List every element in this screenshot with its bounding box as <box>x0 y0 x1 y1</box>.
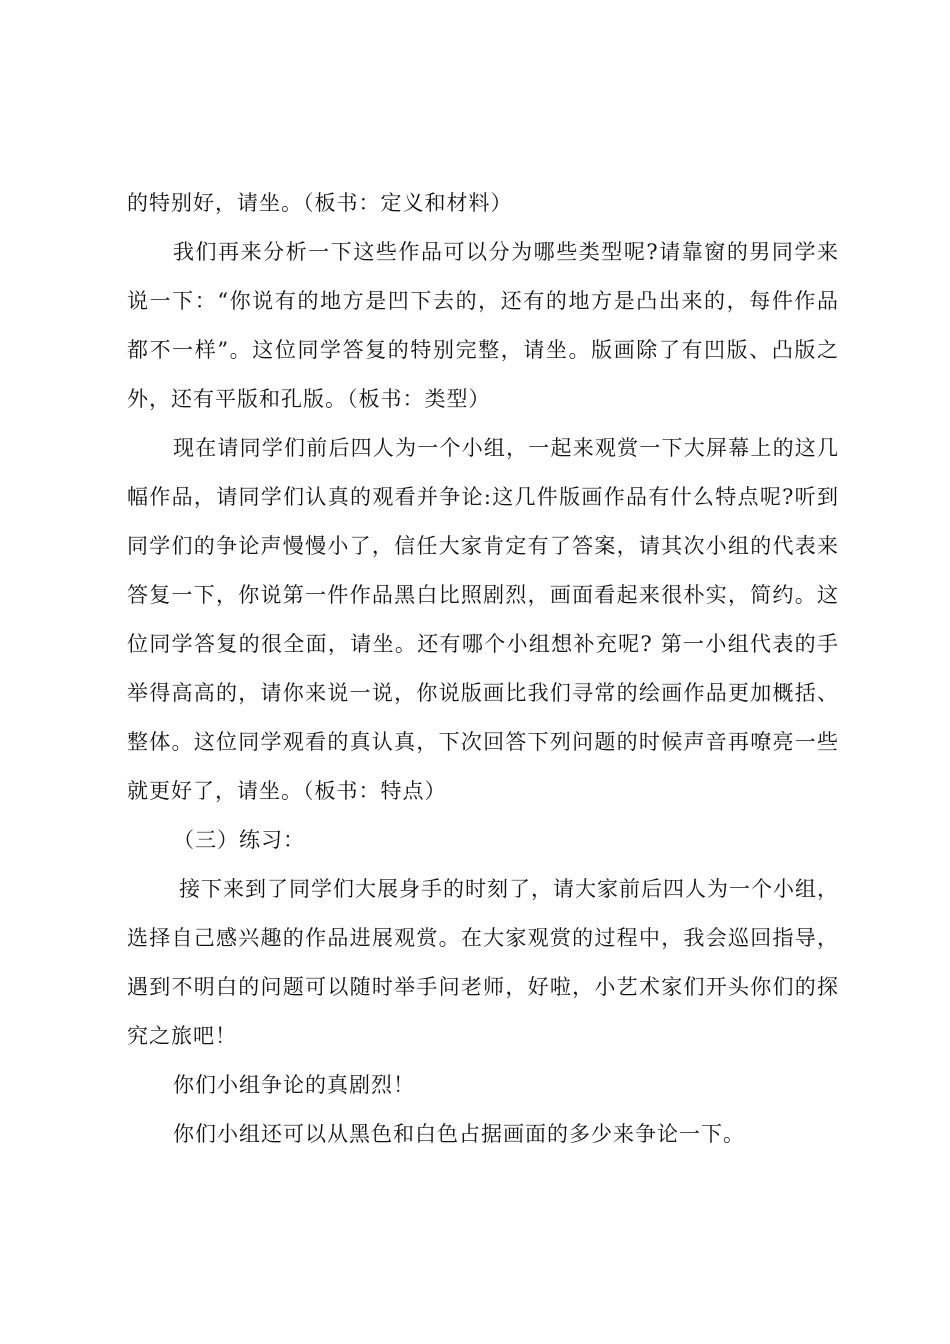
section-heading-practice: （三）练习： <box>173 828 305 852</box>
paragraph-4: 接下来到了同学们大展身手的时刻了，请大家前后四人为一个小组，选择自己感兴趣的作品进展观赏。在大家观赏的过程中，我会巡回指导，遇到不明白的问题可以随时举手问老师，好啦，小艺术家们开头你们的探究之旅吧！ <box>127 877 839 1048</box>
document-body <box>127 179 839 1159</box>
paragraph-1: 的特别好，请坐。（板书：定义和材料） <box>127 191 513 215</box>
paragraph-5: 你们小组争论的真剧烈！ <box>173 1073 415 1097</box>
paragraph-2: 我们再来分析一下这些作品可以分为哪些类型呢?请靠窗的男同学来说一下：“你说有的地方是凹下去的，还有的地方是凸出来的，每件作品都不一样”。这位同学答复的特别完整，请坐。版画除了有凹版、凸版之外，还有平版和孔版。（板书：类型） <box>127 240 839 411</box>
paragraph-6: 你们小组还可以从黑色和白色占据画面的多少来争论一下。 <box>173 1122 745 1146</box>
paragraph-3: 现在请同学们前后四人为一个小组，一起来观赏一下大屏幕上的这几幅作品，请同学们认真的观看并争论:这几件版画作品有什么特点呢?听到同学们的争论声慢慢小了，信任大家肯定有了答案，请其次小组的代表来答复一下，你说第一件作品黑白比照剧烈，画面看起来很朴实，简约。这位同学答复的很全面，请坐。还有哪个小组想补充呢? 第一小组代表的手举得高高的，请你来说一说，你说版画比我们寻常的绘画作品更加概括、整体。这位同学观看的真认真，下次回答下列问题的时候声音再嘹亮一些就更好了，请坐。（板书：特点） <box>127 436 839 803</box>
